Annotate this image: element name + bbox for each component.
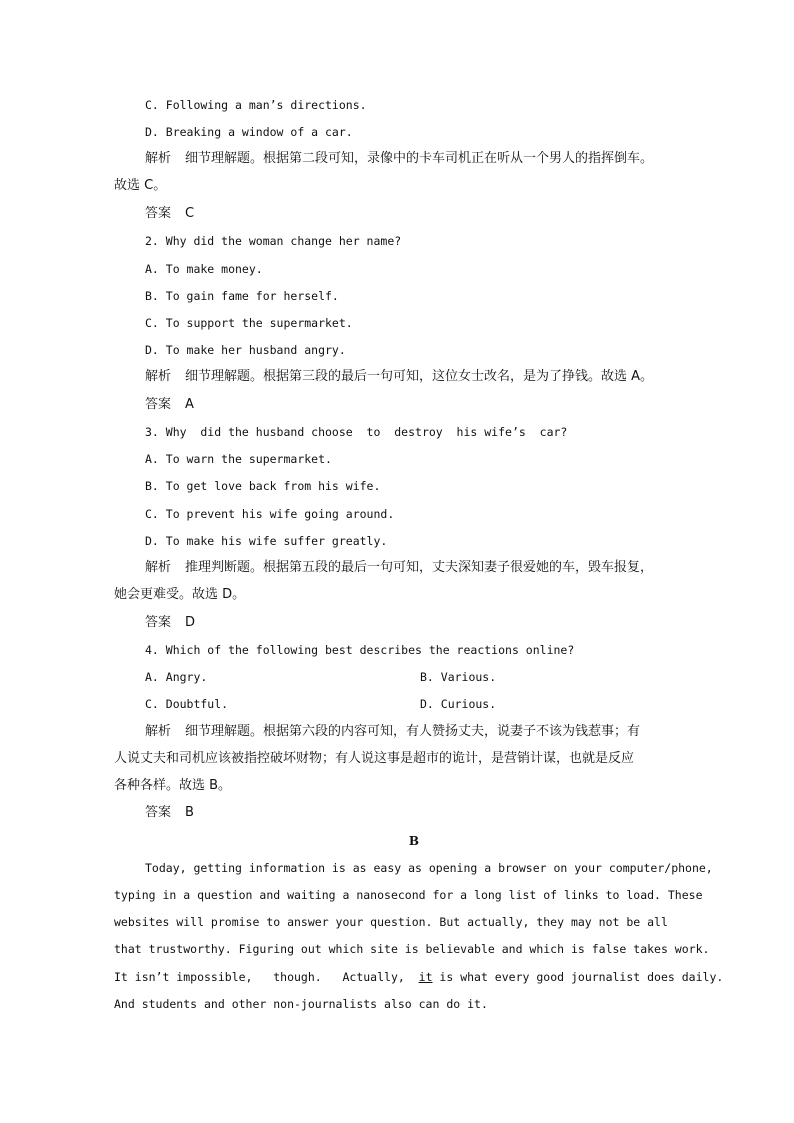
q1-analysis <box>145 152 715 166</box>
q4-option-a: A. Angry. <box>145 670 208 684</box>
q1-option-d: D. Breaking a window of a car. <box>145 125 353 139</box>
passage-line-1: Today, getting information is as easy as opening a browser on your computer/phone, <box>145 861 713 875</box>
q1-answer <box>145 207 715 221</box>
passage-line-5 <box>114 970 724 984</box>
q4-option-d: D. Curious. <box>420 697 497 711</box>
answer-value: A <box>185 397 194 412</box>
q2-question: 2. Why did the woman change her name? <box>145 234 402 248</box>
q3-option-a: A. To warn the supermarket. <box>145 452 332 466</box>
q4-options-row1 <box>145 670 715 684</box>
passage-line-6: And students and other non-journalists also can do it. <box>114 997 488 1011</box>
passage-line-4: that trustworthy. Figuring out which site is believable and which is false takes work. <box>114 942 710 956</box>
answer-value: D <box>185 615 196 630</box>
q2-option-a: A. To make money. <box>145 262 263 276</box>
q4-analysis-cont2: 各种各样。故选 B。 <box>114 778 232 793</box>
underlined-word: it <box>418 970 433 984</box>
q2-analysis <box>145 370 715 384</box>
q1-analysis-cont: 故选 C。 <box>114 178 167 193</box>
analysis-label: 解析 <box>145 560 172 575</box>
q4-option-c: C. Doubtful. <box>145 697 229 711</box>
section-heading: B <box>408 834 420 848</box>
answer-label: 答案 <box>145 206 172 221</box>
q1-option-c: C. Following a man’s directions. <box>145 98 367 112</box>
q2-answer <box>145 398 715 412</box>
passage-line-5-start: It isn’t impossible, though. Actually, <box>114 970 419 984</box>
answer-value: C <box>185 206 195 221</box>
q3-question: 3. Why did the husband choose to destroy his wife’s car? <box>145 425 568 439</box>
answer-label: 答案 <box>145 615 172 630</box>
analysis-text: 细节理解题。根据第三段的最后一句可知，这位女士改名，是为了挣钱。故选 A。 <box>185 369 654 384</box>
q3-analysis <box>145 561 715 575</box>
q3-option-c: C. To prevent his wife going around. <box>145 507 395 521</box>
q4-analysis-cont1: 人说丈夫和司机应该被指控破坏财物；有人说这事是超市的诡计，是营销计谋，也就是反应 <box>114 751 635 766</box>
q4-answer <box>145 806 715 820</box>
q2-option-c: C. To support the supermarket. <box>145 316 353 330</box>
analysis-text: 细节理解题。根据第六段的内容可知，有人赞扬丈夫，说妻子不该为钱惹事；有 <box>185 724 641 739</box>
q2-option-b: B. To gain fame for herself. <box>145 289 339 303</box>
analysis-text: 细节理解题。根据第二段可知，录像中的卡车司机正在听从一个男人的指挥倒车。 <box>185 151 654 166</box>
q4-question: 4. Which of the following best describes the reactions online? <box>145 643 575 657</box>
answer-label: 答案 <box>145 805 172 820</box>
passage-line-2: typing in a question and waiting a nanosecond for a long list of links to load. These <box>114 888 703 902</box>
q2-option-d: D. To make her husband angry. <box>145 343 346 357</box>
q3-answer <box>145 616 715 630</box>
passage-line-3: websites will promise to answer your question. But actually, they may not be all <box>114 915 668 929</box>
q3-analysis-cont: 她会更难受。故选 D。 <box>114 587 246 602</box>
analysis-text: 推理判断题。根据第五段的最后一句可知，丈夫深知妻子很爱她的车，毁车报复， <box>185 560 654 575</box>
q3-option-b: B. To get love back from his wife. <box>145 479 381 493</box>
analysis-label: 解析 <box>145 151 172 166</box>
analysis-label: 解析 <box>145 724 172 739</box>
q4-analysis <box>145 725 715 739</box>
answer-value: B <box>185 805 194 820</box>
passage-line-5-end: is what every good journalist does daily. <box>432 970 724 984</box>
q3-option-d: D. To make his wife suffer greatly. <box>145 534 388 548</box>
q4-options-row2 <box>145 697 715 711</box>
analysis-label: 解析 <box>145 369 172 384</box>
answer-label: 答案 <box>145 397 172 412</box>
q4-option-b: B. Various. <box>420 670 497 684</box>
